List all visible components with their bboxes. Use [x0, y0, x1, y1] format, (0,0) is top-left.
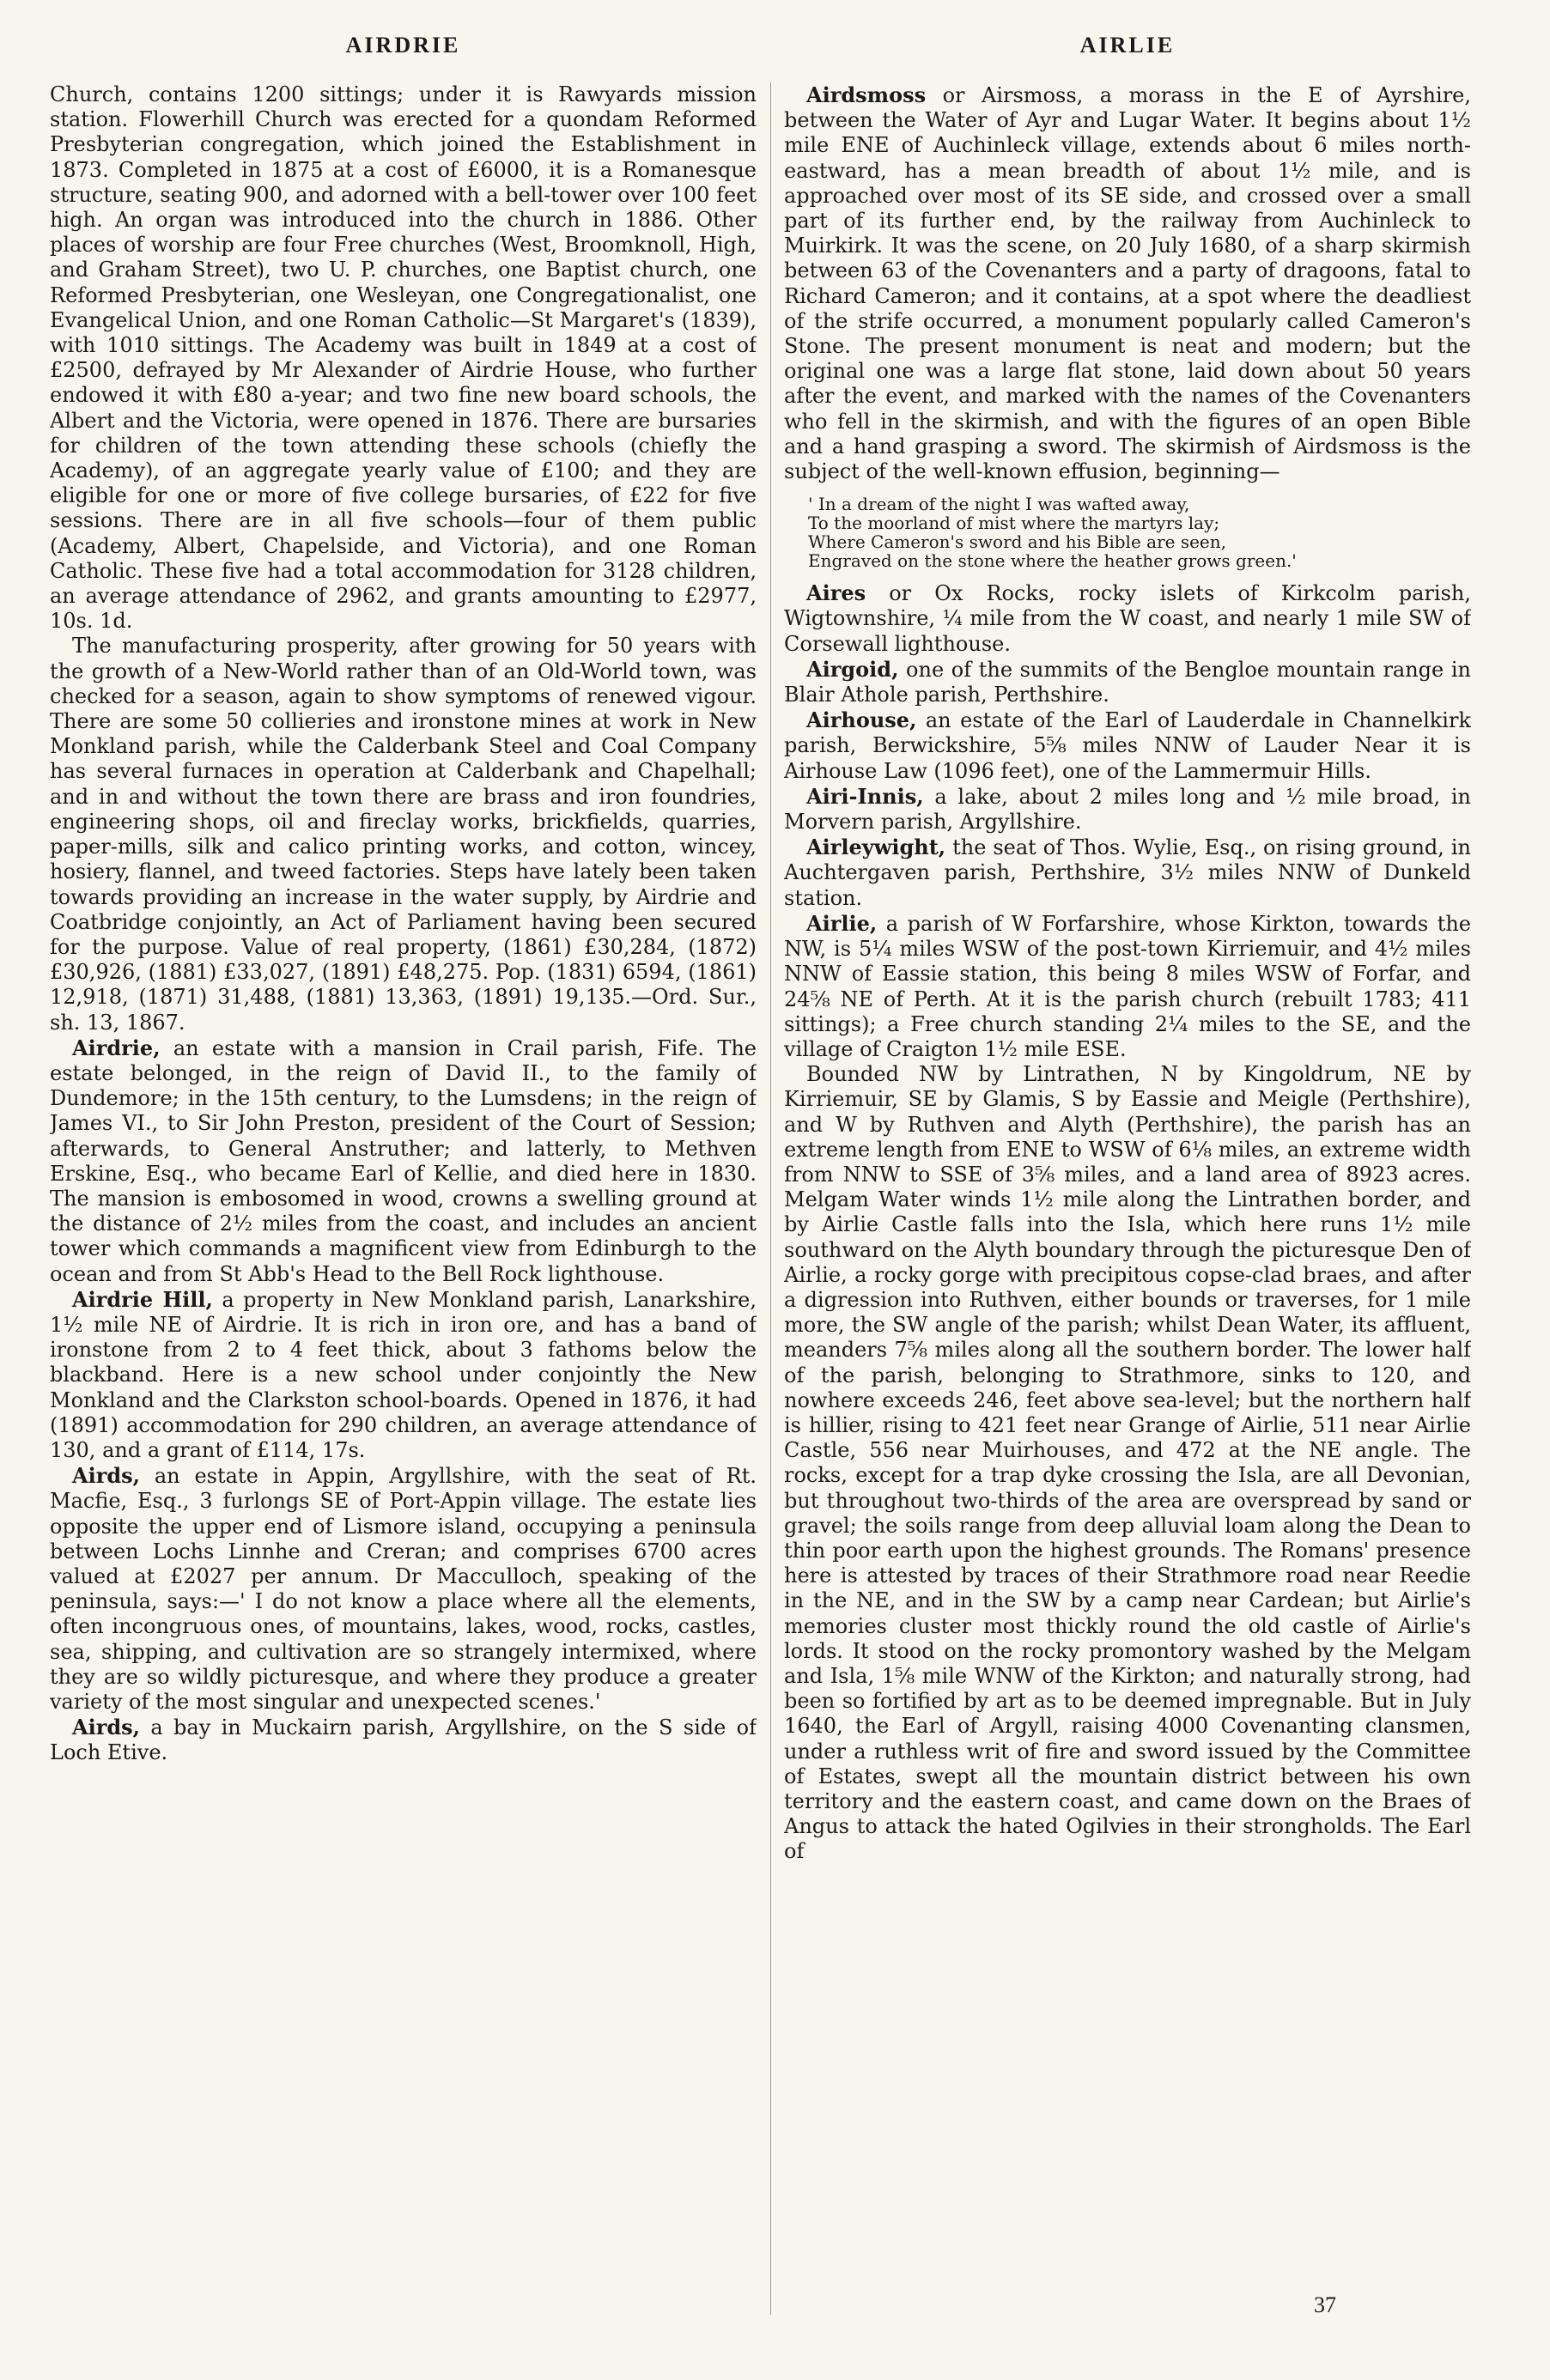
- entry-body: the seat of Thos. Wylie, Esq., on rising ground, in Auchtergaven parish, Perthshire, 3½ miles NNW of Dunkeld station.: [784, 835, 1471, 910]
- paragraph: Bounded NW by Lintrathen, N by Kingoldrum, NE by Kirriemuir, SE by Glamis, S by Eassie and Meigle (Perthshire), and W by Ruthven and Alyth (Perthshire), the parish has an extreme length from ENE to WSW of 6⅛ miles, an extreme width from NNW to SSE of 3⅝ miles, and a land area of 8923 acres. Melgam Water winds 1½ mile along the Lintrathen border, and by Airlie Castle falls into the Isla, which here runs 1½ mile southward on the Alyth boundary through the picturesque Den of Airlie, a rocky gorge with precipitous copse-clad braes, and after a digression into Ruthven, either bounds or traverses, for 1 mile more, the SW angle of the parish; whilst Dean Water, its affluent, meanders 7⅝ miles along all the southern border. The lower half of the parish, belonging to Strathmore, sinks to 120, and nowhere exceeds 246, feet above sea-level; but the northern half is hillier, rising to 421 feet near Grange of Airlie, 511 near Airlie Castle, 556 near Muirhouses, and 472 at the NE angle. The rocks, except for a trap dyke crossing the Isla, are all Devonian, but throughout two-thirds of the area are overspread by sand or gravel; the soils range from deep alluvial loam along the Dean to thin poor earth upon the highest grounds. The Romans' presence here is attested by traces of their Strathmore road near Reedie in the NE, and in the SW by a camp near Cardean; but Airlie's memories cluster most thickly round the old castle of Airlie's lords. It stood on the rocky promontory washed by the Melgam and Isla, 1⅝ mile WNW of the Kirkton; and naturally strong, had been so fortified by art as to be deemed impregnable. But in July 1640, the Earl of Argyll, raising 4000 Covenanting clansmen, under a ruthless writ of fire and sword issued by the Committee of Estates, swept all the mountain district between his own territory and the eastern coast, and came down on the Braes of Angus to attack the hated Ogilvies in their strongholds. The Earl of: [784, 1062, 1471, 1864]
- entry-headword: Airdrie,: [72, 1035, 161, 1060]
- verse-line: Where Cameron's sword and his Bible are seen,: [808, 531, 1227, 553]
- entry-headword: Airlie,: [806, 910, 878, 936]
- gazetteer-entry: [784, 911, 1471, 1062]
- gazetteer-entry: [784, 784, 1471, 835]
- entry-body: a property in New Monkland parish, Lanarkshire, 1½ mile NE of Airdrie. It is rich in iron ore, and has a band of ironstone from 2 to 4 feet thick, about 3 fathoms below the blackband. Here is a new school under conjointly the New Monkland and the Clarkston school-boards. Opened in 1876, it had (1891) accommodation for 290 children, an average attendance of 130, and a grant of £114, 17s.: [50, 1287, 757, 1462]
- entry-headword: Airi-Innis,: [806, 783, 924, 809]
- entry-body: or Airsmoss, a morass in the E of Ayrshire, between the Water of Ayr and Lugar Water. It begins about 1½ mile ENE of Auchinleck village, extends about 6 miles north-eastward, has a mean breadth of about 1½ mile, and is approached over most of its SE side, and crossed over a small part of its further end, by the railway from Auchinleck to Muirkirk. It was the scene, on 20 July 1680, of a sharp skirmish between 63 of the Covenanters and a party of dragoons, fatal to Richard Cameron; and it contains, at a spot where the deadliest of the strife occurred, a monument popularly called Cameron's Stone. The present monument is neat and modern; but the original one was a large flat stone, laid down about 50 years after the event, and marked with the names of the Covenanters who fell in the skirmish, and with the figures of an open Bible and a hand grasping a sword. The skirmish of Airdsmoss is the subject of the well-known effusion, beginning—: [784, 83, 1471, 484]
- entry-headword: Airhouse,: [806, 707, 917, 733]
- entry-body: a lake, about 2 miles long and ½ mile broad, in Morvern parish, Argyllshire.: [784, 784, 1471, 835]
- right-column: [784, 82, 1471, 2332]
- entry-headword: Airleywight,: [806, 835, 946, 860]
- gazetteer-entry: [784, 707, 1471, 784]
- continued-paragraph: Church, contains 1200 sittings; under it is Rawyards mission station. Flowerhill Church was erected for a quondam Reformed Presbyterian congregation, which joined the Establishment in 1873. Completed in 1875 at a cost of £6000, it is a Romanesque structure, seating 900, and adorned with a bell-tower over 100 feet high. An organ was introduced into the church in 1886. Other places of worship are four Free churches (West, Broomknoll, High, and Graham Street), two U. P. churches, one Baptist church, one Reformed Presbyterian, one Wesleyan, one Congregationalist, one Evangelical Union, and one Roman Catholic—St Margaret's (1839), with 1010 sittings. The Academy was built in 1849 at a cost of £2500, defrayed by Mr Alexander of Airdrie House, who further endowed it with £80 a-year; and two fine new board schools, the Albert and the Victoria, were opened in 1876. There are bursaries for children of the town attending these schools (chiefly the Academy), of an aggregate yearly value of £100; and they are eligible for one or more of five college bursaries, of £22 for five sessions. There are in all five schools—four of them public (Academy, Albert, Chapelside, and Victoria), and one Roman Catholic. These five had a total accommodation for 3128 children, an average attendance of 2962, and grants amounting to £2977, 10s. 1d.: [50, 82, 757, 634]
- gazetteer-entry: [784, 580, 1471, 657]
- verse-line: ' In a dream of the night I was wafted away,: [808, 494, 1190, 515]
- entry-body: an estate with a mansion in Crail parish, Fife. The estate belonged, in the reign of David II., to the family of Dundemore; in the 15th century, to the Lumsdens; in the reign of James VI., to Sir John Preston, president of the Court of Session; afterwards, to General Anstruther; and latterly, to Methven Erskine, Esq., who became Earl of Kellie, and died here in 1830. The mansion is embosomed in wood, crowns a swelling ground at the distance of 2½ miles from the coast, and includes an ancient tower which commands a magnificent view from Edinburgh to the ocean and from St Abb's Head to the Bell Rock lighthouse.: [50, 1035, 757, 1286]
- gazetteer-entry: [784, 835, 1471, 911]
- page-number: 37: [1314, 2292, 1336, 2317]
- entry-body: or Ox Rocks, rocky islets of Kirkcolm parish, Wigtownshire, ¼ mile from the W coast, and nearly 1 mile SW of Corsewall lighthouse.: [784, 581, 1471, 656]
- running-head-left: AIRDRIE: [345, 33, 461, 58]
- verse-line: Engraved on the stone where the heather grows green.': [808, 550, 1297, 572]
- gazetteer-entry: [50, 1035, 757, 1287]
- gazetteer-entry: [784, 657, 1471, 707]
- entry-body: an estate of the Earl of Lauderdale in Channelkirk parish, Berwickshire, 5⅝ miles NNW of Lauder Near it is Airhouse Law (1096 feet), one of the Lammermuir Hills.: [784, 708, 1471, 783]
- entry-body: a bay in Muckairn parish, Argyllshire, on the S side of Loch Etive.: [50, 1715, 757, 1765]
- entry-headword: Aires: [806, 580, 866, 606]
- gazetteer-entry: [50, 1463, 757, 1715]
- paragraph: The manufacturing prosperity, after growing for 50 years with the growth of a New-World rather than of an Old-World town, was checked for a season, again to show symptoms of renewed vigour. There are some 50 collieries and ironstone mines at work in New Monkland parish, while the Calderbank Steel and Coal Company has several furnaces in operation at Calderbank and Chapelhall; and in and without the town there are brass and iron foundries, engineering shops, oil and fireclay works, brickfields, quarries, paper-mills, silk and calico printing works, and cotton, wincey, hosiery, flannel, and tweed factories. Steps have lately been taken towards providing an increase in the water supply, by Airdrie and Coatbridge conjointly, an Act of Parliament having been secured for the purpose. Value of real property, (1861) £30,284, (1872) £30,926, (1881) £33,027, (1891) £48,275. Pop. (1831) 6594, (1861) 12,918, (1871) 31,488, (1881) 13,363, (1891) 19,135.—Ord. Sur., sh. 13, 1867.: [50, 634, 757, 1035]
- entry-headword: Airdrie Hill,: [72, 1286, 213, 1312]
- entry-headword: Airds,: [72, 1715, 141, 1740]
- entry-headword: Airgoid,: [806, 656, 899, 682]
- column-divider: [770, 82, 771, 2315]
- entry-headword: Airdsmoss: [806, 82, 927, 107]
- entry-body: one of the summits of the Bengloe mountain range in Blair Athole parish, Perthshire.: [784, 657, 1471, 707]
- quoted-verse: [808, 495, 1471, 570]
- gazetteer-entry: [50, 1287, 757, 1463]
- running-head-right: AIRLIE: [1079, 33, 1176, 58]
- entry-headword: Airds,: [72, 1463, 141, 1489]
- entry-body: an estate in Appin, Argyllshire, with the seat of Rt. Macfie, Esq., 3 furlongs SE of Port-Appin village. The estate lies opposite the upper end of Lismore island, occupying a peninsula between Lochs Linnhe and Creran; and comprises 6700 acres valued at £2027 per annum. Dr Macculloch, speaking of the peninsula, says:—' I do not know a place where all the elements, often incongruous ones, of mountains, lakes, wood, rocks, castles, sea, shipping, and cultivation are so strangely intermixed, where they are so wildly picturesque, and where they produce a greater variety of the most singular and unexpected scenes.': [50, 1464, 757, 1714]
- gazetteer-entry: [50, 1715, 757, 1765]
- entry-body: a parish of W Forfarshire, whose Kirkton, towards the NW, is 5¼ miles WSW of the post-town Kirriemuir, and 4½ miles NNW of Eassie station, this being 8 miles WSW of Forfar, and 24⅝ NE of Perth. At it is the parish church (rebuilt 1783; 411 sittings); a Free church standing 2¼ miles to the SE, and the village of Craigton 1½ mile ESE.: [784, 911, 1471, 1061]
- gazetteer-entry: [784, 82, 1471, 484]
- verse-line: To the moorland of mist where the martyrs lay;: [808, 513, 1220, 534]
- left-column: [50, 82, 757, 2332]
